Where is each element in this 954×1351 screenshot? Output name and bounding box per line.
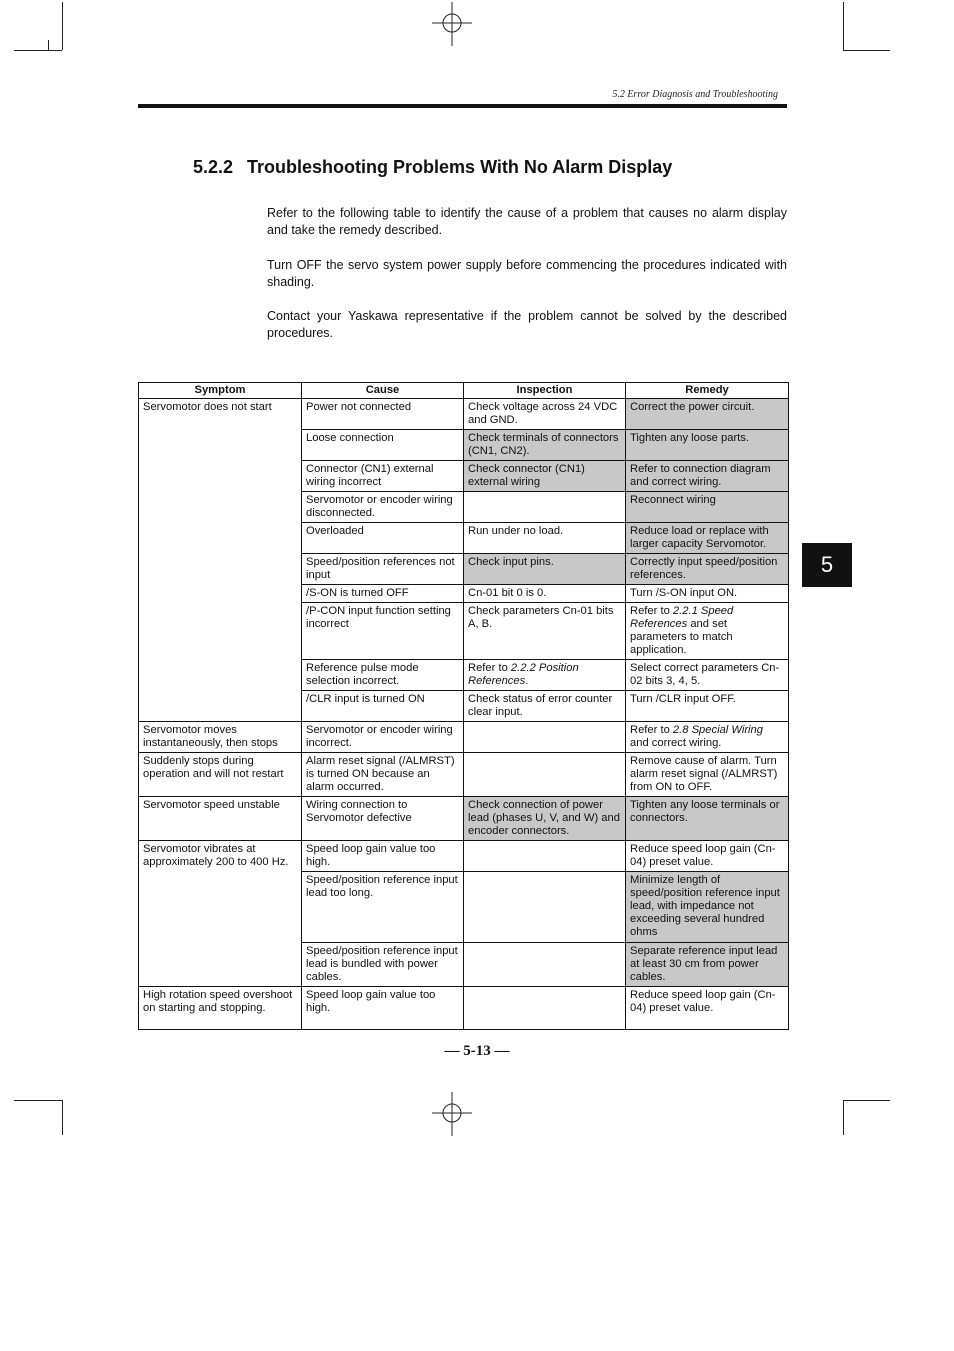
symptom-cell: Servomotor vibrates at approximately 200 to 400 Hz. <box>139 841 302 987</box>
inspection-cell <box>464 753 626 797</box>
cause-cell: Speed/position reference input lead is bundled with power cables. <box>302 943 464 987</box>
inspection-cell: Check connection of power lead (phases U, V, and W) and encoder connectors. <box>464 797 626 841</box>
inspection-cell: Run under no load. <box>464 523 626 554</box>
section-title-text: Troubleshooting Problems With No Alarm Display <box>247 157 673 177</box>
inspection-cell <box>464 987 626 1030</box>
header-inspection: Inspection <box>464 383 626 399</box>
inspection-cell <box>464 722 626 753</box>
cause-cell: Alarm reset signal (/ALMRST) is turned ON because an alarm occurred. <box>302 753 464 797</box>
cross-reference: 2.2.2 Position References <box>468 662 579 687</box>
remedy-text: and correct wiring. <box>630 737 722 749</box>
header-remedy: Remedy <box>626 383 789 399</box>
shading-note-paragraph: Turn OFF the servo system power supply before commencing the procedures indicated with shading. <box>267 258 787 289</box>
inspection-cell <box>464 872 626 943</box>
symptom-cell: Servomotor does not start <box>139 399 302 722</box>
header-rule <box>138 104 787 108</box>
remedy-cell: Correct the power circuit. <box>626 399 789 430</box>
symptom-cell: Suddenly stops during operation and will not restart <box>139 753 302 797</box>
remedy-cell: Reconnect wiring <box>626 492 789 523</box>
running-header: 5.2 Error Diagnosis and Troubleshooting <box>612 89 778 100</box>
inspection-cell: Check terminals of connectors (CN1, CN2). <box>464 430 626 461</box>
inspection-cell <box>464 841 626 872</box>
table-row <box>139 399 789 430</box>
cause-cell: Connector (CN1) external wiring incorrect <box>302 461 464 492</box>
registration-mark-top <box>432 2 472 46</box>
cause-cell: /S-ON is turned OFF <box>302 585 464 603</box>
remedy-cell: Turn /CLR input OFF. <box>626 691 789 722</box>
symptom-cell: Servomotor speed unstable <box>139 797 302 841</box>
inspection-text: . <box>525 675 529 687</box>
remedy-cell: Tighten any loose terminals or connectors. <box>626 797 789 841</box>
cause-cell: Speed/position reference input lead too long. <box>302 872 464 943</box>
inspection-cell <box>464 492 626 523</box>
header-cause: Cause <box>302 383 464 399</box>
table-row <box>139 722 789 753</box>
remedy-text: Refer to <box>630 605 673 617</box>
cause-cell: Speed/position references not input <box>302 554 464 585</box>
table-header-row <box>139 383 789 399</box>
remedy-cell <box>626 603 789 660</box>
remedy-cell: Refer to connection diagram and correct wiring. <box>626 461 789 492</box>
cause-cell: /P-CON input function setting incorrect <box>302 603 464 660</box>
remedy-cell: Separate reference input lead at least 30 cm from power cables. <box>626 943 789 987</box>
cross-reference: 2.8 Special Wiring <box>672 724 763 736</box>
cause-cell: Power not connected <box>302 399 464 430</box>
cause-cell: Speed loop gain value too high. <box>302 987 464 1030</box>
cause-cell: Speed loop gain value too high. <box>302 841 464 872</box>
remedy-text: Refer to <box>630 724 673 736</box>
remedy-cell: Correctly input speed/position references. <box>626 554 789 585</box>
inspection-cell: Check voltage across 24 VDC and GND. <box>464 399 626 430</box>
remedy-cell: Select correct parameters Cn-02 bits 3, 4, 5. <box>626 660 789 691</box>
remedy-cell: Remove cause of alarm. Turn alarm reset signal (/ALMRST) from ON to OFF. <box>626 753 789 797</box>
cause-cell: Overloaded <box>302 523 464 554</box>
contact-paragraph: Contact your Yaskawa representative if the problem cannot be solved by the described procedures. <box>267 309 787 340</box>
inspection-cell: Check status of error counter clear input. <box>464 691 626 722</box>
symptom-cell: Servomotor moves instantaneously, then stops <box>139 722 302 753</box>
header-symptom: Symptom <box>139 383 302 399</box>
page-number: — 5-13 — <box>444 1043 510 1059</box>
remedy-cell: Reduce load or replace with larger capacity Servomotor. <box>626 523 789 554</box>
chapter-tab: 5 <box>802 543 852 587</box>
inspection-cell: Check connector (CN1) external wiring <box>464 461 626 492</box>
inspection-cell <box>464 660 626 691</box>
section-number: 5.2.2 <box>193 157 234 177</box>
symptom-cell: High rotation speed overshoot on starting and stopping. <box>139 987 302 1030</box>
remedy-cell: Tighten any loose parts. <box>626 430 789 461</box>
inspection-cell: Cn-01 bit 0 is 0. <box>464 585 626 603</box>
inspection-cell <box>464 943 626 987</box>
cause-cell: Servomotor or encoder wiring disconnected. <box>302 492 464 523</box>
registration-mark-bottom <box>432 1092 472 1136</box>
remedy-text: and set parameters to match application. <box>630 618 733 656</box>
section-title <box>193 157 672 178</box>
troubleshooting-table <box>138 382 789 1030</box>
remedy-cell: Turn /S-ON input ON. <box>626 585 789 603</box>
remedy-cell: Reduce speed loop gain (Cn-04) preset value. <box>626 987 789 1030</box>
table-row <box>139 753 789 797</box>
remedy-cell <box>626 722 789 753</box>
table-row <box>139 797 789 841</box>
cause-cell: /CLR input is turned ON <box>302 691 464 722</box>
inspection-cell: Check parameters Cn-01 bits A, B. <box>464 603 626 660</box>
intro-paragraph: Refer to the following table to identify the cause of a problem that causes no alarm display and take the remedy described. <box>267 206 787 237</box>
cause-cell: Reference pulse mode selection incorrect. <box>302 660 464 691</box>
cause-cell: Loose connection <box>302 430 464 461</box>
cross-reference: 2.2.1 Speed References <box>630 605 734 630</box>
table-row <box>139 987 789 1030</box>
remedy-cell: Reduce speed loop gain (Cn-04) preset value. <box>626 841 789 872</box>
cause-cell: Wiring connection to Servomotor defective <box>302 797 464 841</box>
inspection-cell: Check input pins. <box>464 554 626 585</box>
table-row <box>139 841 789 872</box>
cause-cell: Servomotor or encoder wiring incorrect. <box>302 722 464 753</box>
remedy-cell: Minimize length of speed/position reference input lead, with impedance not exceeding several hundred ohms <box>626 872 789 943</box>
inspection-text: Refer to <box>468 662 511 674</box>
